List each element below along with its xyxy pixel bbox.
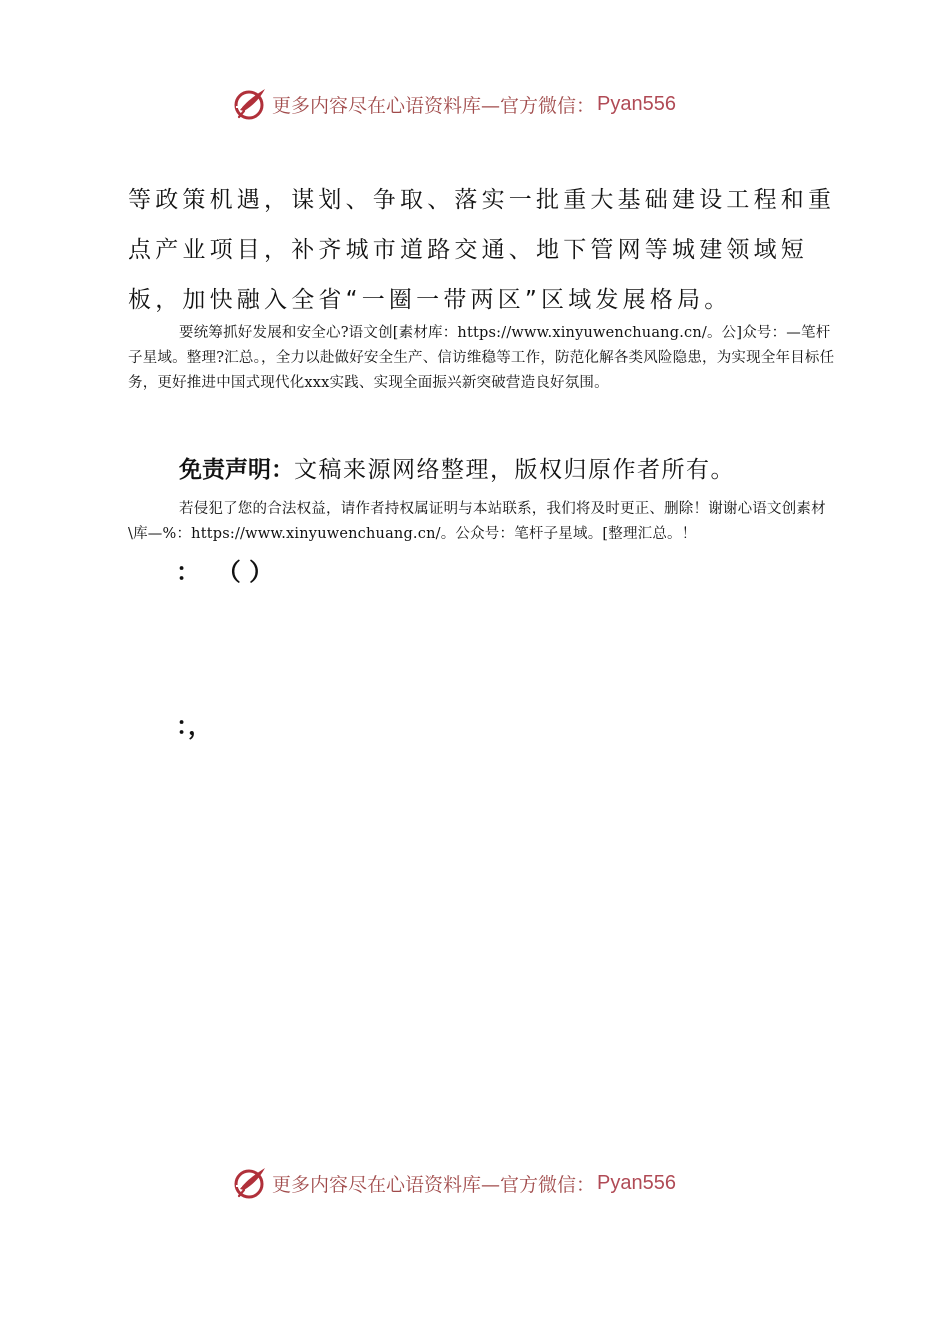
disclaimer-text: 文稿来源网络整理，版权归原作者所有。 bbox=[294, 457, 735, 483]
header-site-text: 更多内容尽在心语资料库—官方微信： bbox=[272, 94, 596, 117]
quill-pen-logo-icon bbox=[232, 86, 268, 122]
quill-pen-logo-icon bbox=[232, 1165, 268, 1201]
punctuation-mark-2: ：， bbox=[176, 712, 212, 740]
punctuation-mark-1: ： （ ） bbox=[176, 558, 274, 586]
footer-site-text: 更多内容尽在心语资料库—官方微信： bbox=[272, 1173, 596, 1196]
disclaimer-heading bbox=[179, 452, 735, 488]
paragraph-security: 要统筹抓好发展和安全心?语文创[素材库：https://www.xinyuwenchuang.cn/。公]众号：—笔杆子星域。整理?汇总。，全力以赴做好安全生产、信访维稳等工作，防范化解各类风险隐患，为实现全年目标任务，更好推进中国式现代化xxx实践、实现全面振兴新突破营造良好氛围。 bbox=[128, 325, 835, 391]
header-wechat-id: Pyan556 bbox=[597, 92, 676, 115]
paragraph-copyright: 若侵犯了您的合法权益，请作者持权属证明与本站联系，我们将及时更正、删除！谢谢心语文创素材\库—%：https://www.xinyuwenchuang.cn/。公众号：笔杆子星域。[整理汇总。！ bbox=[128, 501, 826, 542]
footer-banner bbox=[232, 1163, 676, 1203]
footer-wechat-id: Pyan556 bbox=[597, 1171, 676, 1194]
header-banner bbox=[232, 84, 676, 124]
disclaimer-label: 免责声明： bbox=[179, 457, 294, 483]
main-paragraph: 等政策机遇，谋划、争取、落实一批重大基础建设工程和重点产业项目，补齐城市道路交通、地下管网等城建领域短板，加快融入全省“一圈一带两区”区域发展格局。 bbox=[128, 187, 836, 313]
